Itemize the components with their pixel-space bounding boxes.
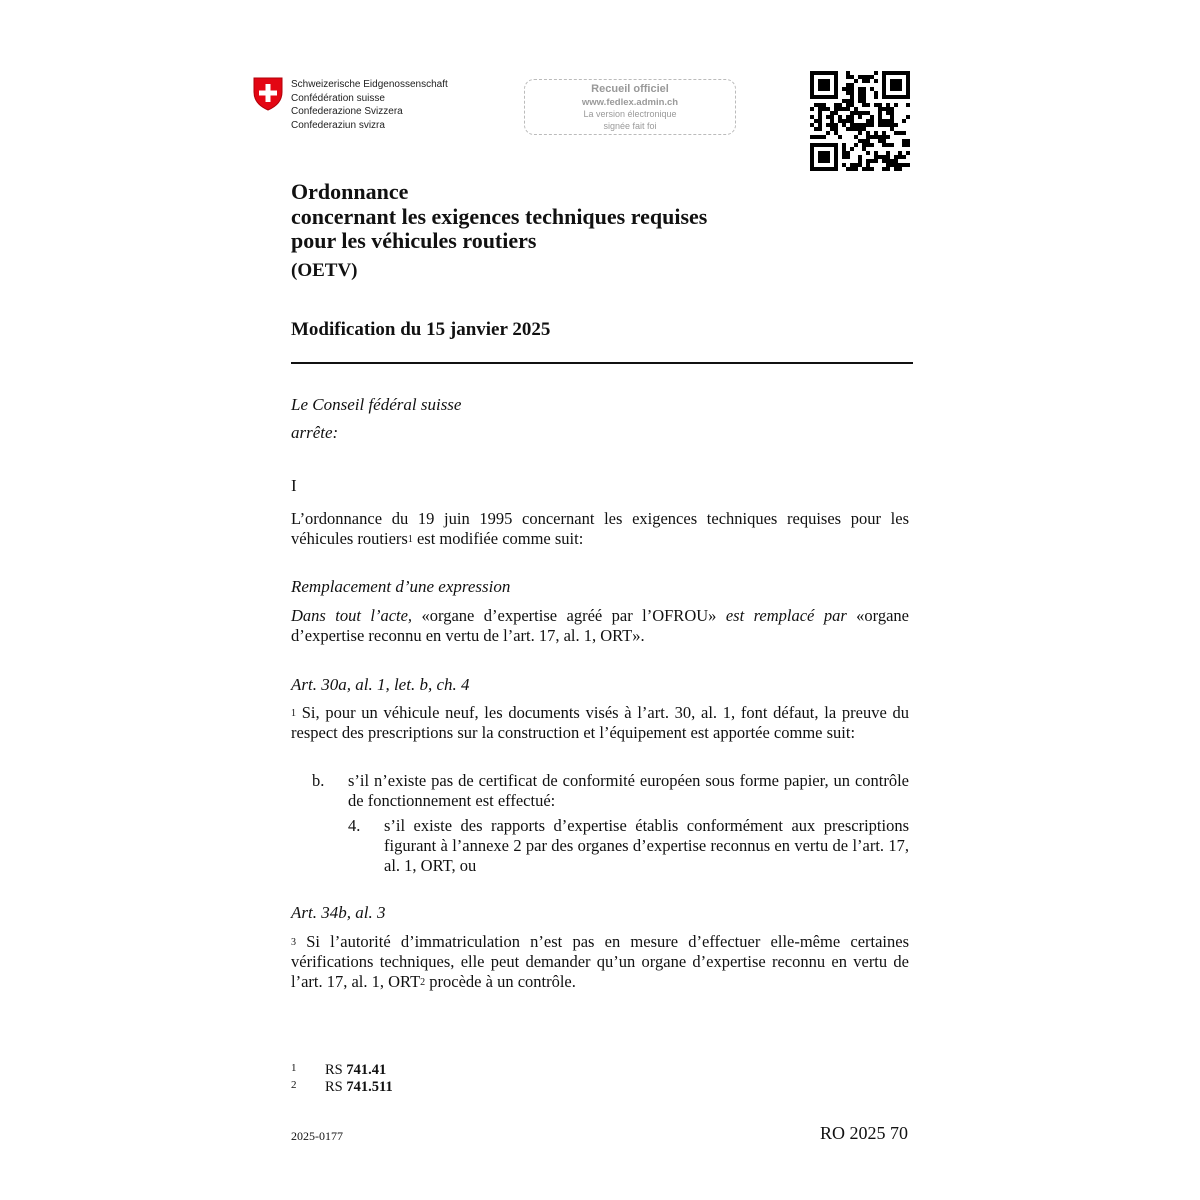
confederation-names [291,78,448,132]
art30a-text: Si, pour un véhicule neuf, les documents visés à l’art. 30, al. 1, font défaut, la preuve du respect des prescriptions sur la construction et l’équipement est apportée comme suit: [291,703,909,742]
art34b-text-a: Si l’autorité d’immatriculation n’est pas en mesure d’effectuer elle-même certaines vérifications techniques, elle peut demander qu’un organe d’expertise reconnu en vertu de l’art. 17, al. 1, ORT [291,932,909,991]
confederation-name-it: Confederazione Svizzera [291,106,403,117]
footnote-ref-2[interactable]: 2 [420,977,426,988]
intro-text-b: est modifiée comme suit: [412,529,584,548]
footnote-2-ref[interactable]: 741.511 [346,1079,393,1095]
qr-code-icon [810,71,910,171]
title-line-3: pour les véhicules routiers [291,228,537,253]
title-divider [291,362,913,364]
art30a-heading: Art. 30a, al. 1, let. b, ch. 4 [291,675,470,694]
art34b-paragraph [291,932,909,992]
ro-reference: RO 2025 70 [820,1123,909,1143]
footnote-2-number: 2 [291,1079,297,1091]
confederation-name-fr: Confédération suisse [291,92,385,104]
art34b-alinea-number: 3 [291,937,296,948]
preamble-decree: arrête: [291,423,339,442]
art30a-alinea-number: 1 [291,708,296,719]
intro-text-a: L’ordonnance du 19 juin 1995 concernant les exigences techniques requises pour les véhicules routiers [291,509,909,548]
official-compilation-stamp [524,79,736,135]
art30a-paragraph [291,703,909,743]
art34b-heading: Art. 34b, al. 3 [291,903,386,922]
preamble-authority: Le Conseil fédéral suisse [291,395,462,414]
list-item-b-label: b. [312,771,325,790]
footnote-1-prefix: RS [325,1062,347,1078]
document-title [291,180,707,254]
modification-date: Modification du 15 janvier 2025 [291,319,551,340]
section-number: I [291,476,297,495]
replace-text-2: «organe d’expertise reconnu en vertu de l’art. 17, al. 1, ORT». [291,606,910,645]
replace-heading: Remplacement d’une expression [291,577,511,596]
replace-italic-2: est remplacé par [725,606,847,625]
title-line-1: Ordonnance [291,179,409,204]
document-code: 2025-0177 [291,1129,343,1143]
footnote-1-number: 1 [291,1062,297,1074]
footnote-2-prefix: RS [325,1079,347,1095]
list-item-4-label: 4. [348,816,361,835]
swiss-coat-of-arms-icon [253,77,283,111]
intro-paragraph [291,509,909,549]
footnote-ref-1[interactable]: 1 [407,534,413,545]
list-item-4 [348,816,909,876]
replace-italic-1: Dans tout l’acte, [291,606,413,625]
list-item-4-text: s’il existe des rapports d’expertise établis conformément aux prescriptions figurant à l’annexe 2 par des organes d’expertise reconnus en vertu de l’art. 17, al. 1, ORT, ou [384,816,909,875]
replace-text-1: «organe d’expertise agréé par l’OFROU» [412,606,726,625]
footnote-1-ref[interactable]: 741.41 [346,1062,387,1078]
art34b-text-b: procède à un contrôle. [425,972,576,991]
stamp-line-1: La version électronique [583,109,677,119]
stamp-url: www.fedlex.admin.ch [581,97,679,108]
preamble [291,391,461,447]
document-abbreviation: (OETV) [291,260,358,281]
list-item-b [312,771,909,811]
replace-paragraph [291,606,909,646]
confederation-name-de: Schweizerische Eidgenossenschaft [291,79,448,90]
title-line-2: concernant les exigences techniques requises [291,203,708,229]
stamp-title: Recueil officiel [591,83,669,95]
confederation-name-rm: Confederaziun svizra [291,119,385,131]
stamp-line-2: signée fait foi [603,121,657,131]
list-item-b-text: s’il n’existe pas de certificat de conformité européen sous forme papier, un contrôle de fonctionnement est effectué: [348,771,909,810]
